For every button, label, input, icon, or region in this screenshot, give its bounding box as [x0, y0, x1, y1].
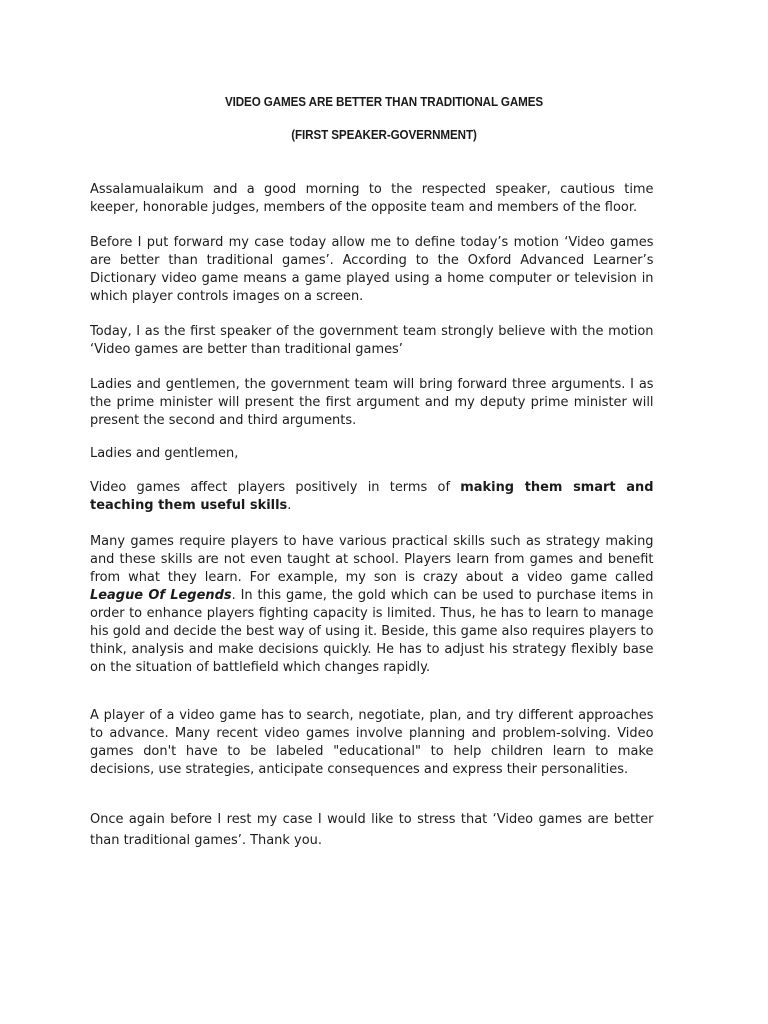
paragraph-first-point [90, 478, 654, 514]
game-name: League Of Legends [90, 587, 232, 603]
definition-text: Before I put forward my case today allow me to define today’s motion ‘Video games are better than traditional games’. According to the Oxford Advanced Learner’s Dictionary video game means a game played using a home computer or television in which player controls images on a screen. [90, 234, 654, 304]
skills-part2: . In this game, the gold which can be used to purchase items in order to enhance players fighting capacity is limited. Thus, he has to learn to manage his gold and decide the best way of using it. Beside, this game also requires players to think, analysis and make decisions quickly. He has to adjust his strategy flexibly base on the situation of battlefield which changes rapidly. [90, 587, 654, 675]
paragraph-address [90, 444, 654, 462]
paragraph-stance [90, 322, 654, 358]
point-bold: making them smart and teaching them useful skills [90, 479, 654, 513]
paragraph-skills [90, 532, 654, 676]
stance-text: Today, I as the first speaker of the government team strongly believe with the motion ‘Video games are better than traditional games’ [90, 323, 654, 357]
paragraph-closing [90, 809, 654, 851]
first-point-text [90, 478, 654, 514]
paragraph-approaches [90, 706, 654, 778]
point-intro: Video games affect players positively in terms of [90, 479, 461, 495]
closing-text: Once again before I rest my case I would like to stress that ‘Video games are better than traditional games’. Thank you. [90, 811, 654, 848]
paragraph-arguments [90, 375, 654, 429]
point-end: . [287, 497, 292, 513]
document-title: VIDEO GAMES ARE BETTER THAN TRADITIONAL GAMES [224, 95, 544, 109]
paragraph-greeting [90, 180, 654, 216]
document-subtitle: (FIRST SPEAKER-GOVERNMENT) [291, 128, 477, 142]
greeting-text: Assalamualaikum and a good morning to the respected speaker, cautious time keeper, honorable judges, members of the opposite team and members of the floor. [90, 181, 654, 215]
approaches-text: A player of a video game has to search, negotiate, plan, and try different approaches to advance. Many recent video games involve planning and problem-solving. Video games don't have to be labeled "educational" to help children learn to make decisions, use strategies, anticipate consequences and express their personalities. [90, 707, 654, 777]
skills-part1: Many games require players to have various practical skills such as strategy making and these skills are not even taught at school. Players learn from games and benefit from what they learn. For example, my son is crazy about a video game called [90, 533, 654, 585]
address-text: Ladies and gentlemen, [90, 445, 239, 461]
paragraph-definition [90, 233, 654, 305]
skills-text [90, 532, 654, 676]
arguments-text: Ladies and gentlemen, the government team will bring forward three arguments. I as the prime minister will present the first argument and my deputy prime minister will present the second and third arguments. [90, 376, 654, 428]
